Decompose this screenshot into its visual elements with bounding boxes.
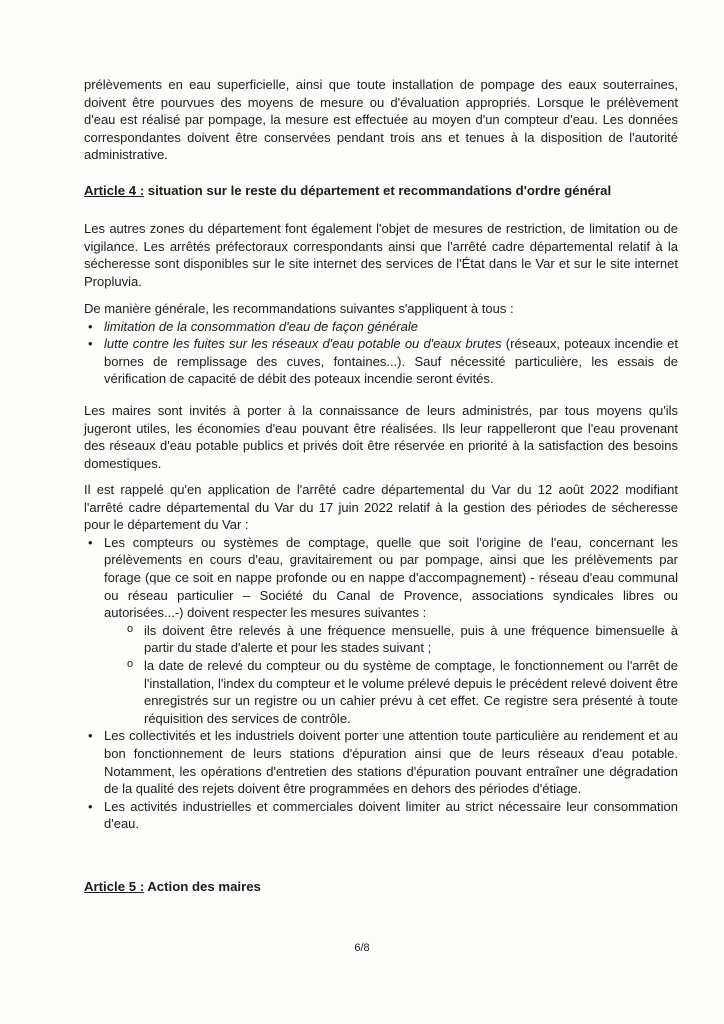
list-item: • limitation de la consommation d'eau de façon générale: [84, 318, 678, 336]
list-item: • Les collectivités et les industriels doivent porter une attention toute particulière au rendement et au bon fonctionnement de leurs stations d'épuration ainsi que de leurs réseaux d'eau potable. Notamment, les opérations d'entretien des stations d'épuration pouvant entraîner une dégradation de la qualité des rejets doivent être programmées en dehors des périodes d'étiage.: [84, 727, 678, 797]
article-5-title: Action des maires: [144, 879, 261, 894]
article-4-heading: [84, 182, 678, 200]
paragraph-other-zones: Les autres zones du département font également l'objet de mesures de restriction, de limitation ou de vigilance. Les arrêtés préfectoraux correspondants ainsi que l'arrêté cadre départemental relatif à la sécheresse sont disponibles sur le site internet des services de l'État dans le Var et sur le site internet Propluvia.: [84, 221, 678, 289]
list-item: • Les compteurs ou systèmes de comptage, quelle que soit l'origine de l'eau, concernant les prélèvements en cours d'eau, gravitairement ou par pompage, ainsi que les prélèvements par forage (que ce soit en nappe profonde ou en nappe d'accompagnement) - réseau d'eau communal ou réseau particulier – Société du Canal de Provence, associations syndicales libres ou autorisées...-) doivent respecter les mesures suivantes : o ils doivent être relevés à une fréquence mensuelle, puis à une fréquence bimensuelle à partir du stade d'alerte et pour les stades suivant ; o la date de relevé du compteur ou du système de comptage, le fonctionnement ou l'arrêt de l'installation, l'index du compteur et le volume prélevé depuis le précédent relevé doivent être enregistrés sur un registre ou un cahier prévu à cet effet. Ce registre sera présenté à toute réquisition des services de contrôle.: [84, 534, 678, 728]
paragraph-measurement: prélèvements en eau superficielle, ainsi que toute installation de pompage des eaux souterraines, doivent être pourvues des moyens de mesure ou d'évaluation appropriés. Lorsque le prélèvement d'eau est réalisé par pompage, la mesure est effectuée au moyen d'un compteur d'eau. Les données correspondantes doivent être conservées pendant trois ans et tenues à la disposition de l'autorité administrative.: [84, 77, 678, 163]
list-item: • Les activités industrielles et commerciales doivent limiter au strict nécessaire leur consommation d'eau.: [84, 798, 678, 833]
page-number: 6/8: [354, 942, 370, 954]
sub-list: [124, 622, 678, 728]
article-5-label: Article 5 :: [84, 879, 145, 894]
sub-list-item: o la date de relevé du compteur ou du système de comptage, le fonctionnement ou l'arrêt de l'installation, l'index du compteur et le volume prélevé depuis le précédent relevé doivent être enregistrés sur un registre ou un cahier prévu à cet effet. Ce registre sera présenté à toute réquisition des services de contrôle.: [124, 657, 678, 727]
article-4-title: situation sur le reste du département et recommandations d'ordre général: [144, 183, 612, 198]
reminder-list: [84, 534, 678, 833]
article-5-heading: [84, 878, 678, 896]
paragraph-reminder: Il est rappelé qu'en application de l'arrêté cadre départemental du Var du 12 août 2022 modifiant l'arrêté cadre départemental du Var du 17 juin 2022 relatif à la gestion des périodes de sécheresse pour le département du Var : • Les compteurs ou systèmes de comptage, quelle que soit l'origine de l'eau, concernant les prélèvements en cours d'eau, gravitairement ou par pompage, ainsi que les prélèvements par forage (que ce soit en nappe profonde ou en nappe d'accompagnement) - réseau d'eau communal ou réseau particulier – Société du Canal de Provence, associations syndicales libres ou autorisées...-) doivent respecter les mesures suivantes : o ils doivent être relevés à une fréquence mensuelle, puis à une fréquence bimensuelle à partir du stade d'alerte et pour les stades suivant ; o la date de relevé du compteur ou du système de comptage, le fonctionnement ou l'arrêt de l'installation, l'index du compteur et le volume prélevé depuis le précédent relevé doivent être enregistrés sur un registre ou un cahier prévu à cet effet. Ce registre sera présenté à toute réquisition des services de contrôle. • Les collectivités et les industriels doivent porter une attention toute particulière au rendement et au bon fonctionnement de leurs stations d'épuration ainsi que de leurs réseaux d'eau potable. Notamment, les opérations d'entretien des stations d'épuration pouvant entraîner une dégradation de la qualité des rejets doivent être programmées en dehors des périodes d'étiage. • Les activités industrielles et commerciales doivent limiter au strict nécessaire leur consommation d'eau.: [84, 481, 678, 833]
paragraph-mayors: Les maires sont invités à porter à la connaissance de leurs administrés, par tous moyens qu'ils jugeront utiles, les économies d'eau pouvant être réalisées. Ils leur rappelleront que l'eau provenant des réseaux d'eau potable publics et privés doit être réservée en priorité à la satisfaction des besoins domestiques.: [84, 403, 678, 471]
paragraph-recommendations: De manière générale, les recommandations suivantes s'appliquent à tous : • limitation de la consommation d'eau de façon générale • lutte contre les fuites sur les réseaux d'eau potable ou d'eaux brutes (réseaux, poteaux incendie et bornes de remplissage des cuves, fontaines...). Sauf nécessité particulière, les essais de vérification de capacité de débit des poteaux incendie seront évités.: [84, 300, 678, 388]
recommendations-list: [84, 318, 678, 388]
sub-list-item: o ils doivent être relevés à une fréquence mensuelle, puis à une fréquence bimensuelle à partir du stade d'alerte et pour les stades suivant ;: [124, 622, 678, 657]
list-item: • lutte contre les fuites sur les réseaux d'eau potable ou d'eaux brutes (réseaux, poteaux incendie et bornes de remplissage des cuves, fontaines...). Sauf nécessité particulière, les essais de vérification de capacité de débit des poteaux incendie seront évités.: [84, 335, 678, 388]
article-4-label: Article 4 :: [84, 183, 145, 198]
